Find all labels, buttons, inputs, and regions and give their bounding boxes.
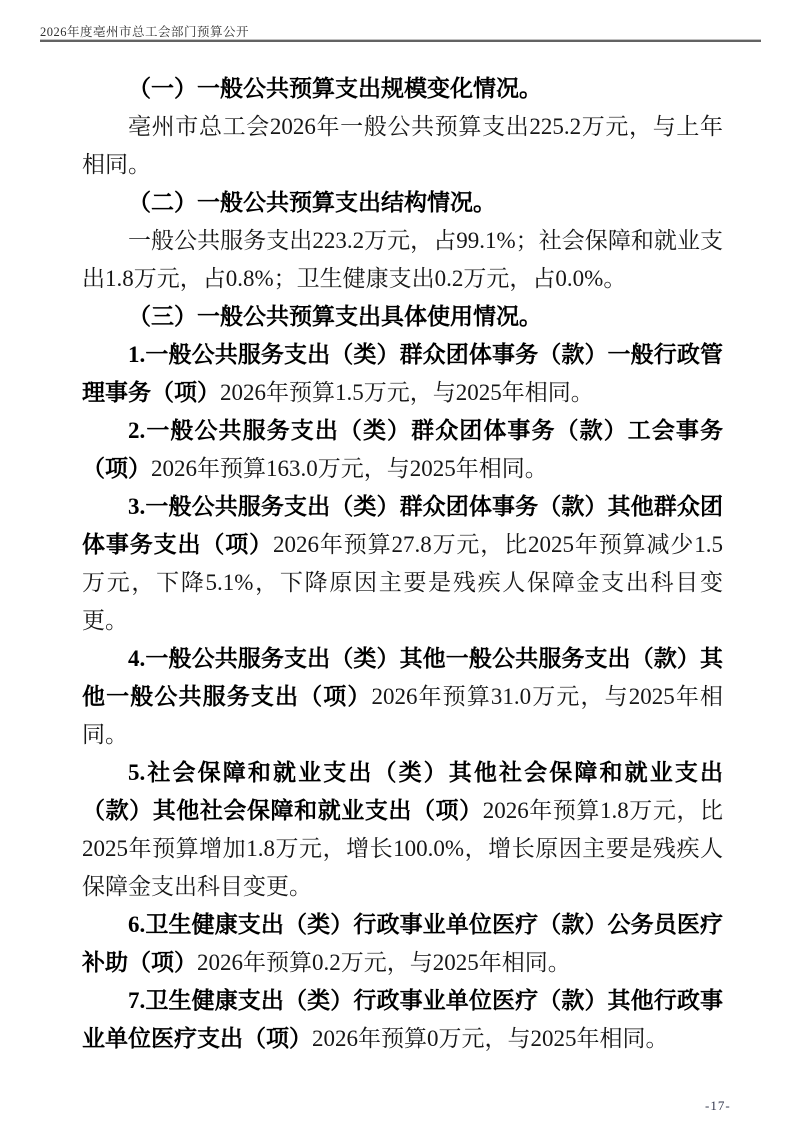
document-body (82, 70, 723, 1058)
section-heading-2: （二）一般公共预算支出结构情况。 (128, 190, 496, 215)
page-number: -17- (705, 1098, 731, 1113)
budget-item-3-lead: 3.一般公共服务支出（类）群众团体事务（款）其他群众团体事务支出（项） (82, 494, 723, 557)
budget-item-6-detail: 2026年预算0.2万元，与2025年相同。 (197, 950, 571, 975)
header-title: 2026年度亳州市总工会部门预算公开 (40, 25, 250, 39)
budget-item-4-lead: 4.一般公共服务支出（类）其他一般公共服务支出（款）其他一般公共服务支出（项） (82, 646, 723, 709)
budget-item-5-lead: 5.社会保障和就业支出（类）其他社会保障和就业支出（款）其他社会保障和就业支出（项） (82, 760, 723, 823)
section-heading-1: （一）一般公共预算支出规模变化情况。 (128, 76, 542, 101)
budget-item-6 (82, 906, 723, 982)
budget-item-6-lead: 6.卫生健康支出（类）行政事业单位医疗（款）公务员医疗补助（项） (82, 912, 723, 975)
budget-item-1 (82, 336, 723, 412)
budget-item-5-detail: 2026年预算1.8万元，比2025年预算增加1.8万元，增长100.0%，增长原因主要是残疾人保障金支出科目变更。 (82, 798, 724, 899)
budget-item-4 (82, 640, 723, 754)
page-header (40, 22, 249, 40)
budget-item-7-lead: 7.卫生健康支出（类）行政事业单位医疗（款）其他行政事业单位医疗支出（项） (82, 988, 723, 1051)
budget-item-7-detail: 2026年预算0万元，与2025年相同。 (312, 1026, 669, 1051)
budget-item-1-lead: 1.一般公共服务支出（类）群众团体事务（款）一般行政管理事务（项） (82, 342, 723, 405)
paragraph-structure: 一般公共服务支出223.2万元，占99.1%；社会保障和就业支出1.8万元，占0.8%；卫生健康支出0.2万元，占0.0%。 (82, 228, 723, 291)
paragraph-scale-change: 亳州市总工会2026年一般公共预算支出225.2万元，与上年相同。 (82, 114, 723, 177)
budget-item-7 (82, 982, 723, 1058)
budget-item-5 (82, 754, 723, 906)
budget-item-3-detail: 2026年预算27.8万元，比2025年预算减少1.5万元，下降5.1%，下降原因主要是残疾人保障金支出科目变更。 (82, 532, 724, 633)
budget-item-2-detail: 2026年预算163.0万元，与2025年相同。 (151, 456, 548, 481)
budget-item-3 (82, 488, 723, 640)
budget-item-2-lead: 2.一般公共服务支出（类）群众团体事务（款）工会事务（项） (82, 418, 723, 481)
budget-item-1-detail: 2026年预算1.5万元，与2025年相同。 (220, 380, 594, 405)
section-heading-3: （三）一般公共预算支出具体使用情况。 (128, 304, 542, 329)
header-divider (40, 39, 761, 42)
budget-item-2 (82, 412, 723, 488)
budget-item-4-detail: 2026年预算31.0万元，与2025年相同。 (82, 684, 724, 747)
